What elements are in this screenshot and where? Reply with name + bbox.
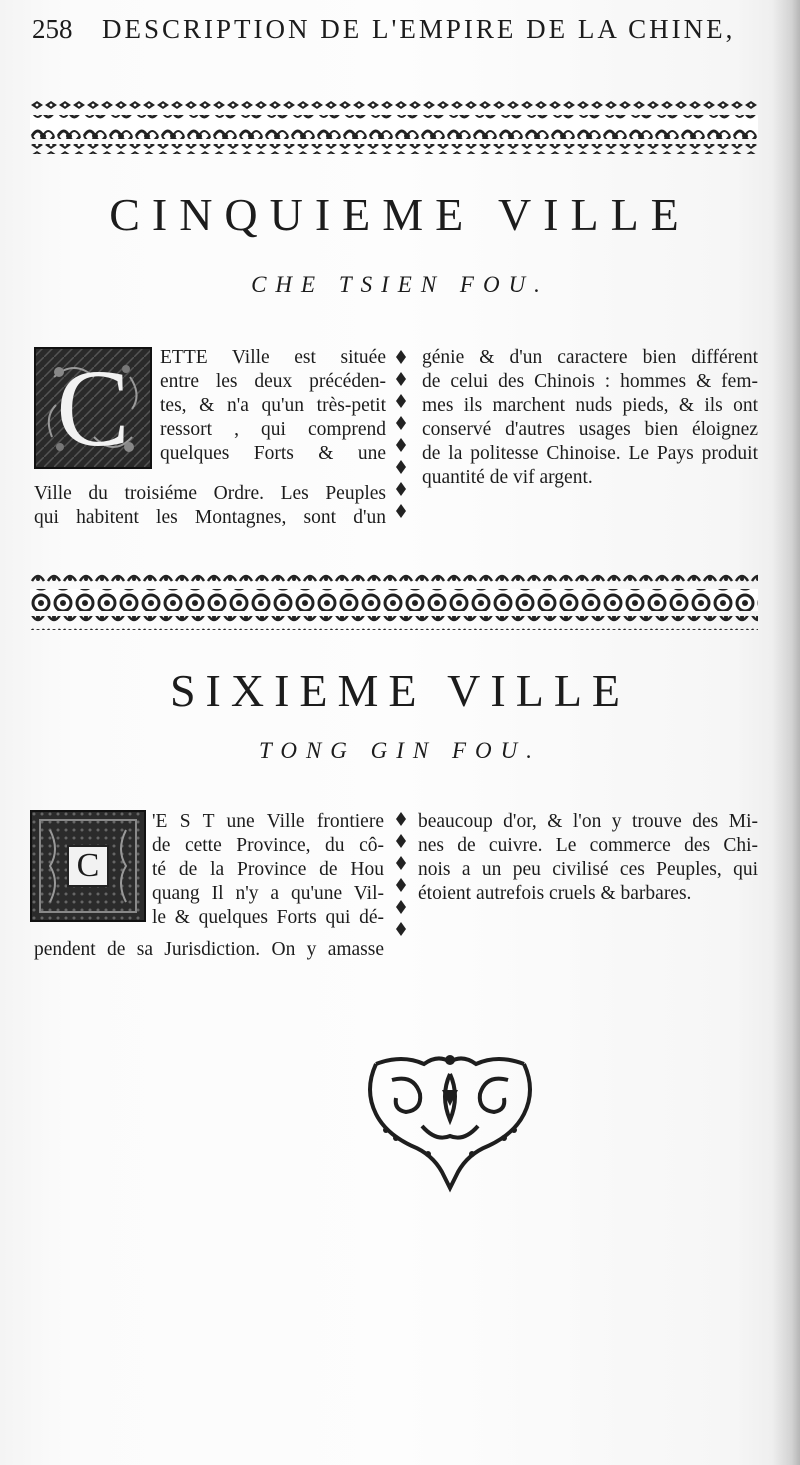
text-line: Ville du troisiéme Ordre. Les Peuples: [34, 483, 386, 504]
dropcap-1-letter: C: [56, 347, 130, 469]
section2-right-column: [418, 810, 758, 906]
text-line: ressort , qui comprend: [160, 419, 386, 440]
section1-left-column-full: [34, 482, 386, 530]
text-line: étoient autrefois cruels & barbares.: [418, 883, 692, 904]
section-title-sixieme: SIXIEME VILLE: [169, 665, 631, 716]
section2-left-column-indented: [152, 810, 384, 930]
text-line: pendent de sa Jurisdiction. On y amasse: [34, 939, 384, 960]
section2-left-column-full: [34, 938, 384, 962]
page-number: 258: [32, 14, 73, 44]
text-line: té de la Province de Hou: [152, 859, 384, 880]
text-line: qui habitent les Montagnes, sont d'un: [34, 507, 386, 528]
section1-right-column: [422, 346, 758, 490]
text-line: beaucoup d'or, & l'on y trouve des Mi-: [418, 811, 758, 832]
text-line: mes ils marchent nuds pieds, & ils ont: [422, 395, 758, 416]
text-line: tes, & n'a qu'un très-petit: [160, 395, 386, 416]
running-head: [32, 14, 772, 54]
running-title: DESCRIPTION DE L'EMPIRE DE LA CHINE,: [102, 14, 736, 44]
ornament-band-top: [30, 100, 758, 156]
text-line: génie & d'un caractere bien différent: [422, 347, 758, 368]
text-line: de cette Province, du cô-: [152, 835, 384, 856]
text-line: 'E S T une Ville frontiere: [152, 811, 384, 832]
section-subtitle-tong-gin-fou: TONG GIN FOU.: [258, 738, 542, 763]
text-line: de celui des Chinois : hommes & fem-: [422, 371, 758, 392]
section1-left-column-indented: [160, 346, 386, 466]
ornament-band-middle: [30, 570, 758, 634]
section-subtitle-che-tsien-fou: CHE TSIEN FOU.: [251, 272, 549, 297]
text-line: nois a un peu civilisé ces Peuples, qui: [418, 859, 758, 880]
text-line: le & quelques Forts qui dé-: [152, 907, 384, 928]
text-line: ETTE Ville est située: [160, 347, 386, 368]
text-line: entre les deux précéden-: [160, 371, 386, 392]
text-line: quantité de vif argent.: [422, 467, 593, 488]
tailpiece-ornament-icon: [362, 1050, 538, 1199]
dropcap-2-letter: C: [76, 847, 100, 884]
text-line: quelques Forts & une: [160, 443, 386, 464]
text-line: de la politesse Chinoise. Le Pays produit: [422, 443, 758, 464]
column-divider-2: [395, 810, 407, 949]
text-line: nes de cuivre. Le commerce des Chi-: [418, 835, 758, 856]
column-divider-1: [395, 348, 407, 531]
text-line: conservé d'autres usages bien éloignez: [422, 419, 758, 440]
section-title-cinquieme: CINQUIEME VILLE: [109, 189, 691, 240]
text-line: quang Il n'y a qu'une Vil-: [152, 883, 384, 904]
